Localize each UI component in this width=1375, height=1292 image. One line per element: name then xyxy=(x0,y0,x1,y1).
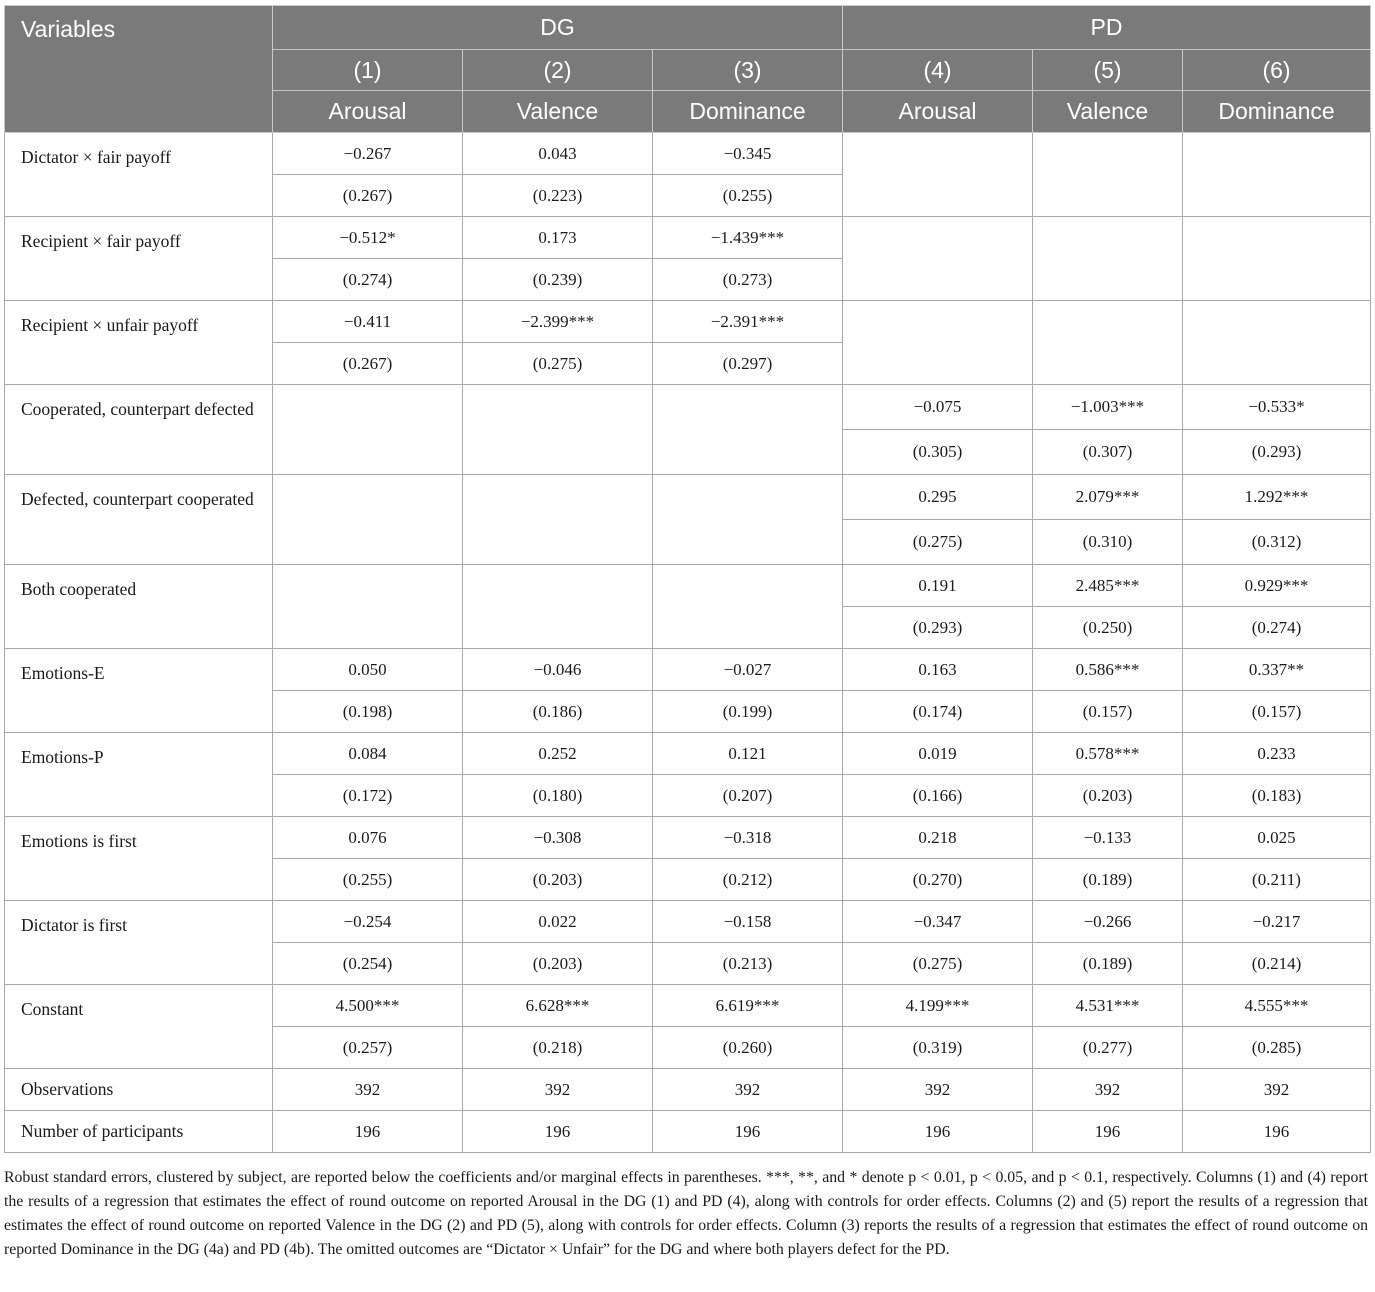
std-error-cell: (0.239) xyxy=(463,259,653,301)
coefficient-cell: −0.512* xyxy=(273,217,463,259)
row-label: Both cooperated xyxy=(5,565,273,649)
std-error-cell: (0.207) xyxy=(653,775,843,817)
std-error-cell: (0.172) xyxy=(273,775,463,817)
coefficient-cell: 0.076 xyxy=(273,817,463,859)
table-row xyxy=(5,733,1371,775)
column-number: (2) xyxy=(463,50,653,91)
coefficient-cell: −2.399*** xyxy=(463,301,653,343)
std-error-cell: (0.198) xyxy=(273,691,463,733)
regression-table xyxy=(4,5,1371,1153)
std-error-cell: (0.211) xyxy=(1183,859,1371,901)
coefficient-cell: −0.046 xyxy=(463,649,653,691)
std-error-cell: (0.267) xyxy=(273,175,463,217)
coefficient-cell: 0.043 xyxy=(463,133,653,175)
std-error-cell: (0.189) xyxy=(1033,859,1183,901)
empty-cell xyxy=(463,475,653,565)
summary-value-cell: 196 xyxy=(653,1111,843,1153)
std-error-cell: (0.223) xyxy=(463,175,653,217)
empty-cell xyxy=(273,385,463,475)
coefficient-cell: 0.019 xyxy=(843,733,1033,775)
coefficient-cell: 0.233 xyxy=(1183,733,1371,775)
empty-cell xyxy=(1183,133,1371,217)
empty-cell xyxy=(843,133,1033,217)
coefficient-cell: 0.163 xyxy=(843,649,1033,691)
column-number: (5) xyxy=(1033,50,1183,91)
coefficient-cell: −0.347 xyxy=(843,901,1033,943)
std-error-cell: (0.186) xyxy=(463,691,653,733)
row-label: Number of participants xyxy=(5,1111,273,1153)
coefficient-cell: 0.929*** xyxy=(1183,565,1371,607)
variables-header: Variables xyxy=(5,6,273,133)
std-error-cell: (0.180) xyxy=(463,775,653,817)
std-error-cell: (0.166) xyxy=(843,775,1033,817)
std-error-cell: (0.277) xyxy=(1033,1027,1183,1069)
std-error-cell: (0.212) xyxy=(653,859,843,901)
column-name: Valence xyxy=(1033,91,1183,133)
std-error-cell: (0.157) xyxy=(1183,691,1371,733)
std-error-cell: (0.293) xyxy=(1183,430,1371,475)
table-footnote: Robust standard errors, clustered by subject, are reported below the coefficients and/or marginal effects in parentheses. ***, **, and * denote p < 0.01, p < 0.05, and p < 0.1, respectively. Columns (1) and (4) report the results of a regression that estimates the effect of round outcome on reported Arousal in the DG (1) and PD (4), along with controls for order effects. Columns (2) and (5) report the results of a regression that estimates the effect of round outcome on reported Valence in the DG (2) and PD (5), along with controls for order effects. Column (3) reports the results of a regression that estimates the effect of round outcome on reported Dominance in the DG (4a) and PD (4b). The omitted outcomes are “Dictator × Unfair” for the DG and where both players defect for the PD. xyxy=(4,1169,1368,1258)
row-label: Emotions-E xyxy=(5,649,273,733)
coefficient-cell: −0.217 xyxy=(1183,901,1371,943)
std-error-cell: (0.203) xyxy=(1033,775,1183,817)
empty-cell xyxy=(1183,217,1371,301)
coefficient-cell: −0.075 xyxy=(843,385,1033,430)
coefficient-cell: −0.411 xyxy=(273,301,463,343)
empty-cell xyxy=(653,565,843,649)
coefficient-cell: −2.391*** xyxy=(653,301,843,343)
coefficient-cell: 4.199*** xyxy=(843,985,1033,1027)
coefficient-cell: 6.619*** xyxy=(653,985,843,1027)
column-number: (1) xyxy=(273,50,463,91)
std-error-cell: (0.285) xyxy=(1183,1027,1371,1069)
std-error-cell: (0.305) xyxy=(843,430,1033,475)
row-label: Recipient × fair payoff xyxy=(5,217,273,301)
coefficient-cell: 0.025 xyxy=(1183,817,1371,859)
std-error-cell: (0.275) xyxy=(843,520,1033,565)
summary-value-cell: 196 xyxy=(273,1111,463,1153)
empty-cell xyxy=(843,301,1033,385)
table-row xyxy=(5,901,1371,943)
coefficient-cell: −0.308 xyxy=(463,817,653,859)
summary-value-cell: 392 xyxy=(1033,1069,1183,1111)
coefficient-cell: −0.027 xyxy=(653,649,843,691)
std-error-cell: (0.307) xyxy=(1033,430,1183,475)
table-row xyxy=(5,133,1371,175)
summary-value-cell: 392 xyxy=(653,1069,843,1111)
row-label: Dictator × fair payoff xyxy=(5,133,273,217)
table-row xyxy=(5,301,1371,343)
coefficient-cell: −0.133 xyxy=(1033,817,1183,859)
row-label: Emotions is first xyxy=(5,817,273,901)
coefficient-cell: −0.533* xyxy=(1183,385,1371,430)
empty-cell xyxy=(1033,133,1183,217)
table-header xyxy=(5,6,1371,133)
empty-cell xyxy=(843,217,1033,301)
coefficient-cell: −0.318 xyxy=(653,817,843,859)
std-error-cell: (0.319) xyxy=(843,1027,1033,1069)
empty-cell xyxy=(463,565,653,649)
std-error-cell: (0.254) xyxy=(273,943,463,985)
summary-value-cell: 196 xyxy=(463,1111,653,1153)
row-label: Observations xyxy=(5,1069,273,1111)
coefficient-cell: 0.586*** xyxy=(1033,649,1183,691)
std-error-cell: (0.257) xyxy=(273,1027,463,1069)
summary-value-cell: 196 xyxy=(1033,1111,1183,1153)
std-error-cell: (0.293) xyxy=(843,607,1033,649)
coefficient-cell: 1.292*** xyxy=(1183,475,1371,520)
table-row xyxy=(5,217,1371,259)
coefficient-cell: −0.254 xyxy=(273,901,463,943)
summary-value-cell: 392 xyxy=(1183,1069,1371,1111)
std-error-cell: (0.255) xyxy=(653,175,843,217)
coefficient-cell: 4.555*** xyxy=(1183,985,1371,1027)
column-name: Valence xyxy=(463,91,653,133)
table-row xyxy=(5,475,1371,520)
table-body xyxy=(5,133,1371,1153)
coefficient-cell: −0.345 xyxy=(653,133,843,175)
coefficient-cell: −0.158 xyxy=(653,901,843,943)
coefficient-cell: 0.191 xyxy=(843,565,1033,607)
std-error-cell: (0.203) xyxy=(463,859,653,901)
empty-cell xyxy=(273,565,463,649)
std-error-cell: (0.275) xyxy=(843,943,1033,985)
coefficient-cell: −0.266 xyxy=(1033,901,1183,943)
empty-cell xyxy=(273,475,463,565)
summary-row xyxy=(5,1111,1371,1153)
std-error-cell: (0.270) xyxy=(843,859,1033,901)
coefficient-cell: 0.022 xyxy=(463,901,653,943)
row-label: Emotions-P xyxy=(5,733,273,817)
std-error-cell: (0.267) xyxy=(273,343,463,385)
summary-value-cell: 392 xyxy=(843,1069,1033,1111)
column-name: Arousal xyxy=(273,91,463,133)
std-error-cell: (0.174) xyxy=(843,691,1033,733)
row-label: Dictator is first xyxy=(5,901,273,985)
column-number: (3) xyxy=(653,50,843,91)
empty-cell xyxy=(463,385,653,475)
std-error-cell: (0.199) xyxy=(653,691,843,733)
group-header-dg: DG xyxy=(273,6,843,50)
coefficient-cell: 0.218 xyxy=(843,817,1033,859)
std-error-cell: (0.157) xyxy=(1033,691,1183,733)
coefficient-cell: 2.079*** xyxy=(1033,475,1183,520)
coefficient-cell: −0.267 xyxy=(273,133,463,175)
table-row xyxy=(5,817,1371,859)
column-name: Dominance xyxy=(653,91,843,133)
coefficient-cell: 4.531*** xyxy=(1033,985,1183,1027)
row-label: Cooperated, counterpart defected xyxy=(5,385,273,475)
coefficient-cell: 0.295 xyxy=(843,475,1033,520)
std-error-cell: (0.214) xyxy=(1183,943,1371,985)
table-row xyxy=(5,985,1371,1027)
coefficient-cell: 6.628*** xyxy=(463,985,653,1027)
column-number: (4) xyxy=(843,50,1033,91)
row-label: Defected, counterpart cooperated xyxy=(5,475,273,565)
summary-value-cell: 196 xyxy=(843,1111,1033,1153)
std-error-cell: (0.189) xyxy=(1033,943,1183,985)
row-label: Constant xyxy=(5,985,273,1069)
std-error-cell: (0.218) xyxy=(463,1027,653,1069)
std-error-cell: (0.260) xyxy=(653,1027,843,1069)
std-error-cell: (0.250) xyxy=(1033,607,1183,649)
std-error-cell: (0.274) xyxy=(273,259,463,301)
std-error-cell: (0.255) xyxy=(273,859,463,901)
table-row xyxy=(5,385,1371,430)
column-name: Dominance xyxy=(1183,91,1371,133)
std-error-cell: (0.275) xyxy=(463,343,653,385)
coefficient-cell: 0.050 xyxy=(273,649,463,691)
coefficient-cell: 0.337** xyxy=(1183,649,1371,691)
empty-cell xyxy=(1183,301,1371,385)
coefficient-cell: −1.003*** xyxy=(1033,385,1183,430)
table-row xyxy=(5,565,1371,607)
std-error-cell: (0.213) xyxy=(653,943,843,985)
coefficient-cell: 4.500*** xyxy=(273,985,463,1027)
coefficient-cell: 0.084 xyxy=(273,733,463,775)
coefficient-cell: 0.173 xyxy=(463,217,653,259)
row-label: Recipient × unfair payoff xyxy=(5,301,273,385)
coefficient-cell: 0.121 xyxy=(653,733,843,775)
std-error-cell: (0.297) xyxy=(653,343,843,385)
std-error-cell: (0.273) xyxy=(653,259,843,301)
std-error-cell: (0.203) xyxy=(463,943,653,985)
coefficient-cell: 0.578*** xyxy=(1033,733,1183,775)
empty-cell xyxy=(1033,301,1183,385)
coefficient-cell: 2.485*** xyxy=(1033,565,1183,607)
std-error-cell: (0.274) xyxy=(1183,607,1371,649)
std-error-cell: (0.310) xyxy=(1033,520,1183,565)
empty-cell xyxy=(653,385,843,475)
column-name: Arousal xyxy=(843,91,1033,133)
table-row xyxy=(5,649,1371,691)
std-error-cell: (0.183) xyxy=(1183,775,1371,817)
empty-cell xyxy=(1033,217,1183,301)
column-number: (6) xyxy=(1183,50,1371,91)
coefficient-cell: −1.439*** xyxy=(653,217,843,259)
summary-value-cell: 392 xyxy=(273,1069,463,1111)
summary-value-cell: 196 xyxy=(1183,1111,1371,1153)
std-error-cell: (0.312) xyxy=(1183,520,1371,565)
summary-row xyxy=(5,1069,1371,1111)
empty-cell xyxy=(653,475,843,565)
group-header-pd: PD xyxy=(843,6,1371,50)
coefficient-cell: 0.252 xyxy=(463,733,653,775)
summary-value-cell: 392 xyxy=(463,1069,653,1111)
